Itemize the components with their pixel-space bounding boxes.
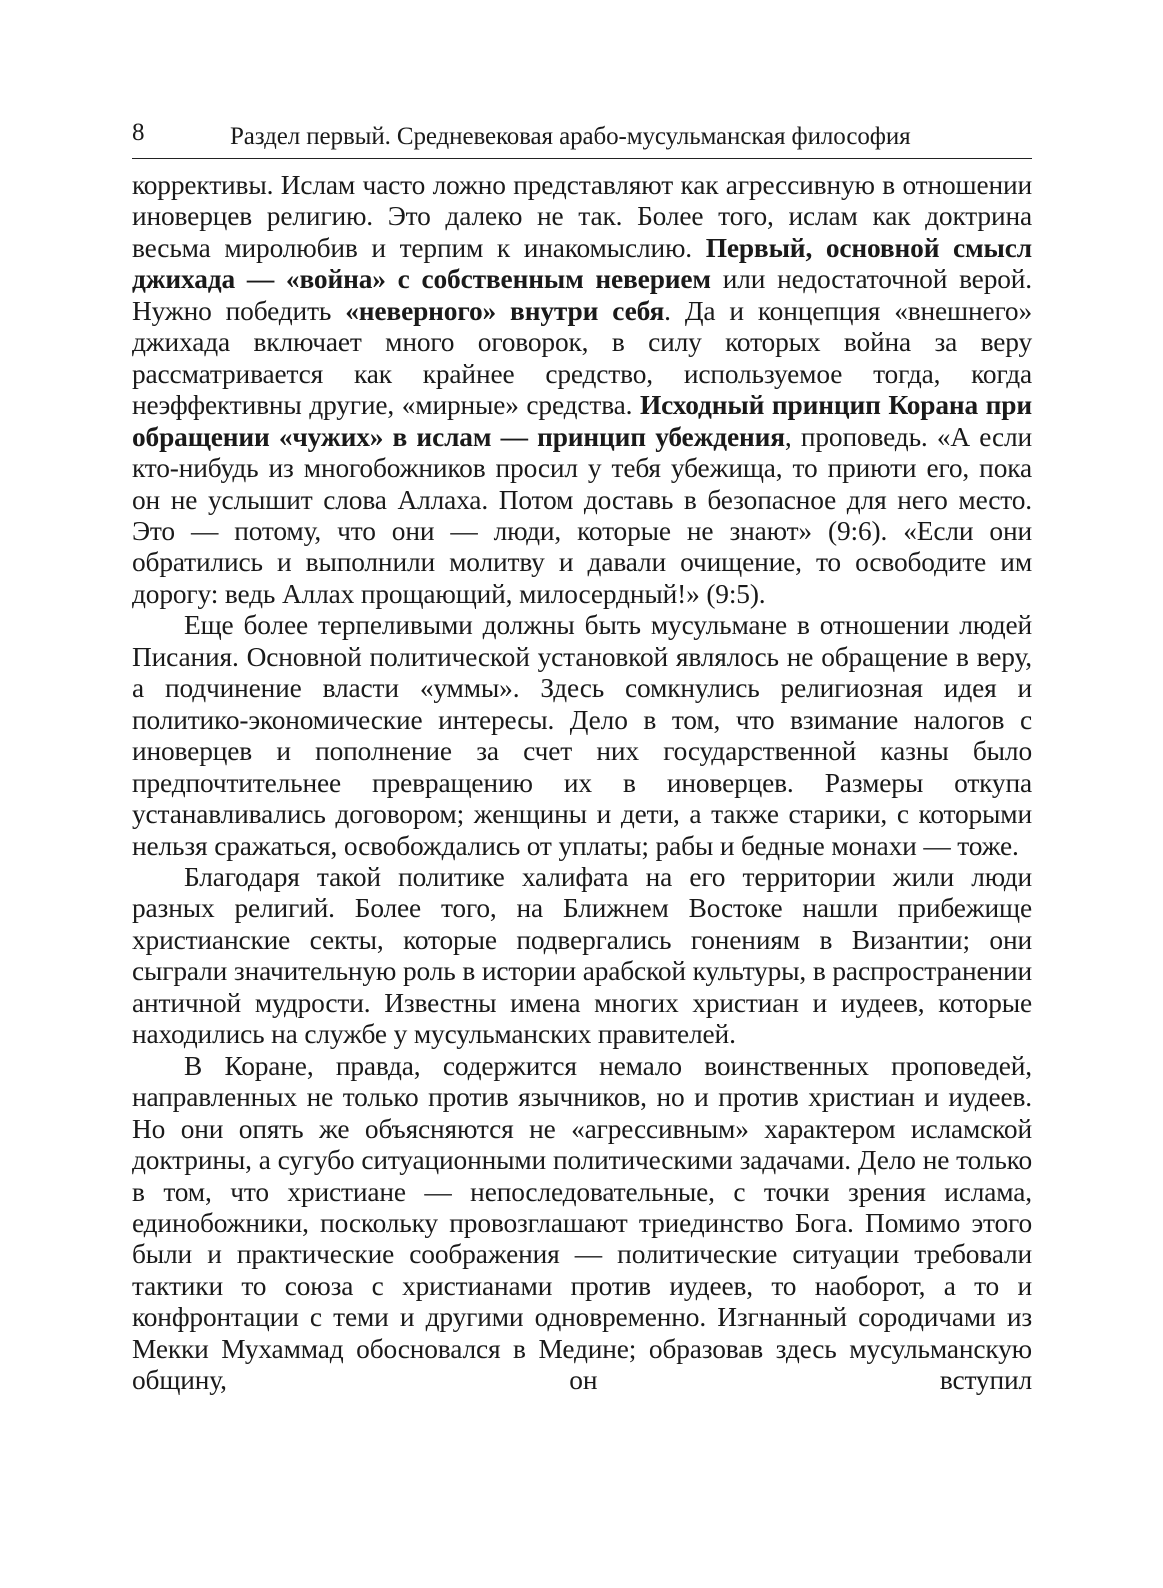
paragraph-1-text-1: коррективы. Ислам часто ложно представляют как агрессивную в отношении иноверцев религию. Это далеко не так. Более того, ислам как доктрина весьма миролюбив и терпим к инакомыслию. xyxy=(132,170,1032,263)
section-title: Раздел первый. Средневековая арабо-мусульманская философия xyxy=(230,123,911,150)
paragraph-1 xyxy=(132,170,1032,610)
body-text xyxy=(132,170,1032,1397)
paragraph-4: В Коране, правда, содержится немало воинственных проповедей, направленных не только против язычников, но и против христиан и иудеев. Но они опять же объясняются не «агрессивным» характером исламской доктрины, а сугубо ситуационными политическими задачами. Дело не только в том, что христиане — непоследовательные, с точки зрения ислама, единобожники, поскольку провозглашают триединство Бога. Помимо этого были и практические соображения — политические ситуации требовали тактики то союза с христианами против иудеев, то наоборот, а то и конфронтации с теми и другими одновременно. Изгнанный сородичами из Мекки Мухаммад обосновался в Медине; образовав здесь мусульманскую общину, он вступил xyxy=(132,1050,1032,1396)
page-number: 8 xyxy=(132,119,145,146)
paragraph-3: Благодаря такой политике халифата на его территории жили люди разных религий. Более того, на Ближнем Востоке нашли прибежище христианские секты, которые подвергались гонениям в Византии; они сыграли значительную роль в истории арабской культуры, в распространении античной мудрости. Известны имена многих христиан и иудеев, которые находились на службе у мусульманских правителей. xyxy=(132,861,1032,1050)
paragraph-1-text-4: , проповедь. «А если кто-нибудь из многобожников просил у тебя убежища, то приюти его, пока он не услышит слова Аллаха. Потом доставь в безопасное для него место. Это — потому, что они — люди, которые не знают» (9:6). «Если они обратились и выполнили молитву и давали очищение, то освободите им дорогу: ведь Аллах прощающий, милосердный!» (9:5). xyxy=(132,421,1032,609)
paragraph-1-bold-1: Первый, основной смысл джихада — «война» с собственным неверием xyxy=(132,232,1032,295)
paragraph-1-bold-3: Исходный принцип Корана при обращении «чужих» в ислам — принцип убеждения xyxy=(132,390,1033,452)
running-header xyxy=(132,118,1032,159)
paragraph-1-text-3: . Да и концепция «внешнего» джихада включает много оговорок, в силу которых война за веру рассматривается как крайнее средство, используемое тогда, когда неэффективны другие, «мирные» средства. xyxy=(132,295,1033,421)
paragraph-2: Еще более терпеливыми должны быть мусульмане в отношении людей Писания. Основной политической установкой являлось не обращение в веру, а подчинение власти «уммы». Здесь сомкнулись религиозная идея и политико-экономические интересы. Дело в том, что взимание налогов с иноверцев и пополнение за счет них государственной казны было предпочтительнее превращению их в иноверцев. Размеры откупа устанавливались договором; женщины и дети, а также старики, с которыми нельзя сражаться, освобождались от уплаты; рабы и бедные монахи — тоже. xyxy=(132,610,1032,861)
paragraph-1-text-2: или недостаточной верой. Нужно победить xyxy=(132,264,1032,326)
paragraph-1-bold-2: «неверного» внутри себя xyxy=(345,295,665,326)
